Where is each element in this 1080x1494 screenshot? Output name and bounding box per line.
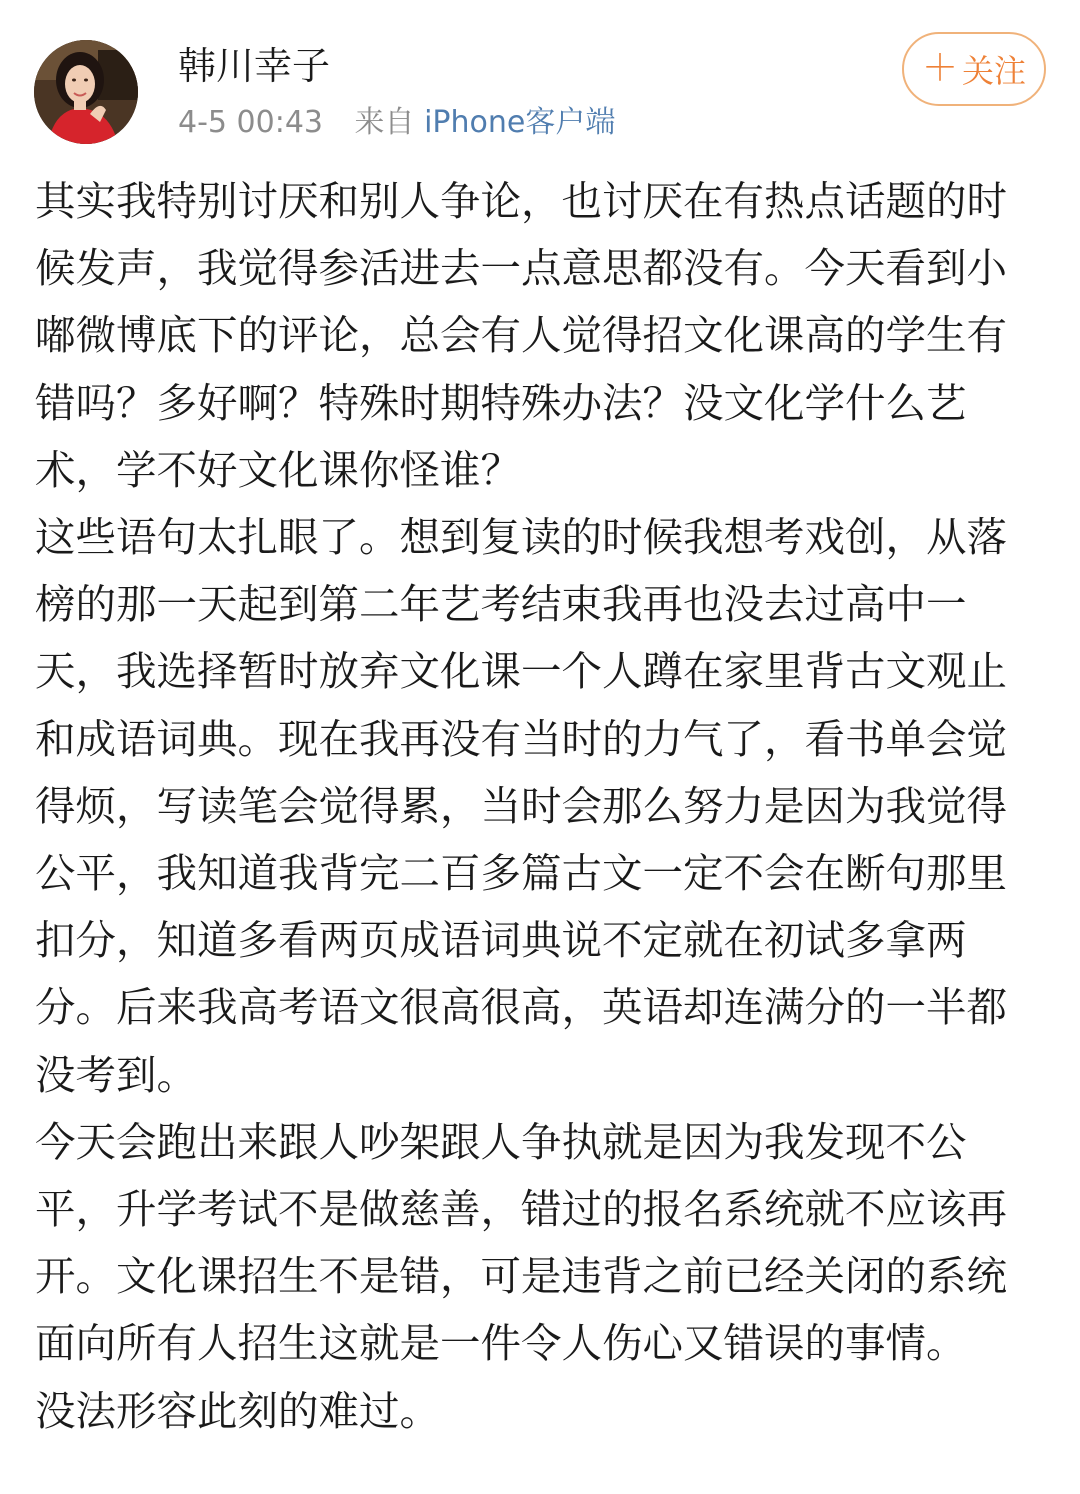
post-header [0,0,1080,160]
post-paragraph: 今天会跑出来跟人吵架跟人争执就是因为我发现不公 平，升学考试不是做慈善，错过的报名系统就不应该再 开。文化课招生不是错，可是违背之前已经关闭的系统 面向所有人招生这就是一件令人伤心又错误的事情。 [35,1117,1007,1368]
plus-icon: ＋ [921,48,958,89]
follow-button-label: 关注 [962,52,1027,90]
post-paragraph: 这些语句太扎眼了。想到复读的时候我想考戏创，从落 榜的那一天起到第二年艺考结束我再也没去过高中一 天，我选择暂时放弃文化课一个人蹲在家里背古文观止 和成语词典。现在我再没有当时的力气了，看书单会觉 得烦，写读笔会觉得累，当时会那么努力是因为我觉得 公平，我知道我背完二百多篇古文一定不会在断句那里 扣分，知道多看两页成语词典说不定就在初试多拿两 分。后来我高考语文很高很高，英语却连满分的一半都 没考到。 [35,513,1007,1099]
source-prefix: 来自 [354,105,415,140]
source-client-link[interactable]: iPhone客户端 [424,105,616,140]
author-name[interactable]: 韩川幸子 [178,44,331,88]
post-time: 4-5 00:43 [178,105,323,140]
post-meta [178,102,615,144]
follow-button[interactable] [902,32,1046,106]
avatar-photo-icon [34,40,138,144]
post-content [35,168,1030,1445]
post-paragraph: 没法形容此刻的难过。 [35,1386,440,1435]
avatar[interactable] [34,40,138,144]
post-paragraph: 其实我特别讨厌和别人争论，也讨厌在有热点话题的时 候发声，我觉得参活进去一点意思都没有。今天看到小 嘟微博底下的评论，总会有人觉得招文化课高的学生有 错吗？多好啊？特殊时期特殊办法？没文化学什么艺 术，学不好文化课你怪谁？ [35,177,1007,494]
